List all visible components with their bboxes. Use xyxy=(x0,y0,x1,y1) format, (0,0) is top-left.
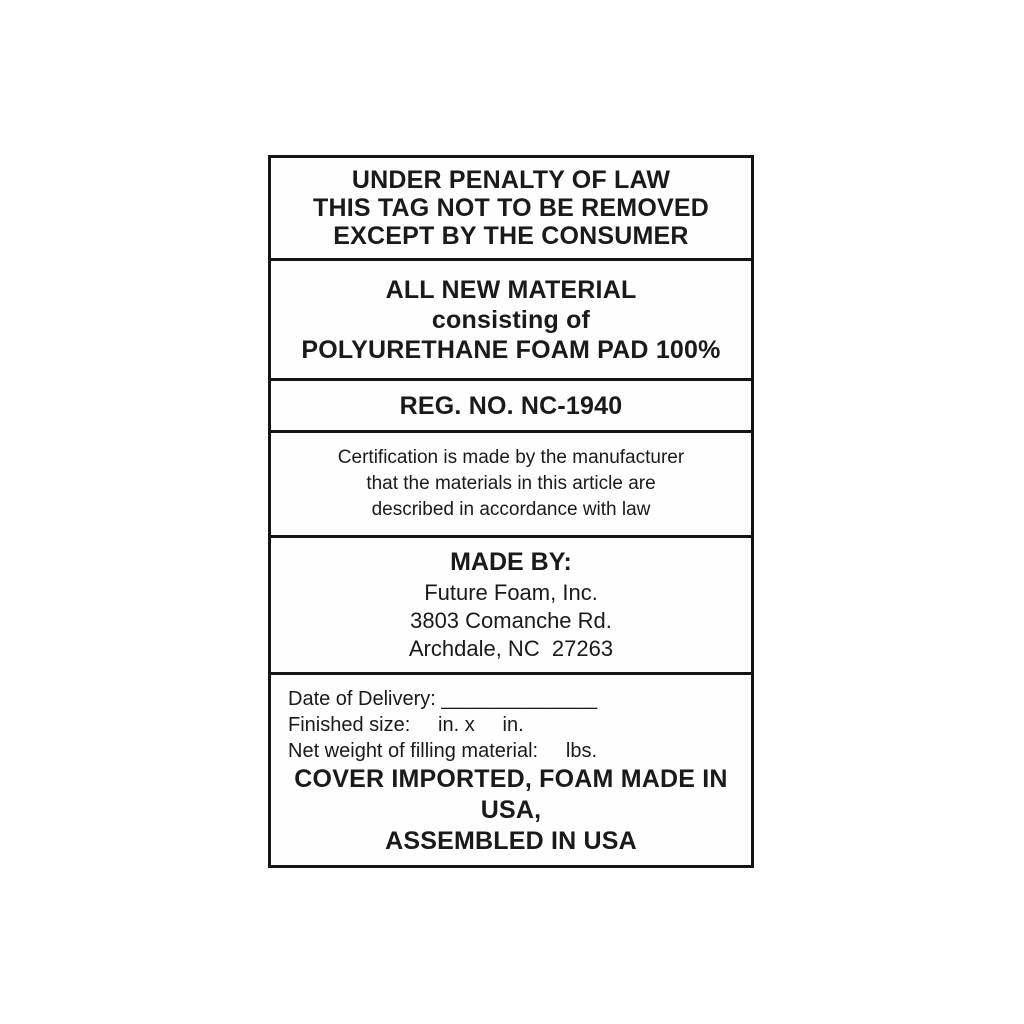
penalty-line-2: THIS TAG NOT TO BE REMOVED xyxy=(313,194,709,222)
penalty-line-1: UNDER PENALTY OF LAW xyxy=(351,166,671,194)
registration-number: REG. NO. NC-1940 xyxy=(399,391,623,420)
origin-line-2: ASSEMBLED IN USA xyxy=(385,827,637,855)
net-weight-line: Net weight of filling material: lbs. xyxy=(288,740,598,762)
made-by-heading: MADE BY: xyxy=(450,548,572,576)
manufacturer-city-state-zip: Archdale, NC 27263 xyxy=(408,636,614,661)
delivery-fillin-group xyxy=(271,686,751,764)
date-of-delivery-label: Date of Delivery: xyxy=(288,688,442,710)
material-line-1: ALL NEW MATERIAL xyxy=(385,275,637,304)
manufacturer-street: 3803 Comanche Rd. xyxy=(410,608,612,633)
origin-line-1: COVER IMPORTED, FOAM MADE IN USA, xyxy=(294,765,735,824)
certification-section xyxy=(271,433,751,538)
material-line-3: POLYURETHANE FOAM PAD 100% xyxy=(301,335,721,364)
date-of-delivery-blank: ______________ xyxy=(441,688,598,710)
penalty-line-3: EXCEPT BY THE CONSUMER xyxy=(333,222,689,250)
penalty-notice-section xyxy=(271,158,751,261)
date-of-delivery-line xyxy=(288,686,741,712)
delivery-and-origin-section xyxy=(271,675,751,865)
material-content-section xyxy=(271,261,751,381)
origin-statement-group xyxy=(271,764,751,857)
manufacturer-name: Future Foam, Inc. xyxy=(424,580,598,605)
finished-size-line: Finished size: in. x in. xyxy=(288,714,524,736)
manufacturer-section xyxy=(271,538,751,675)
registration-number-section xyxy=(271,381,751,433)
material-line-2: consisting of xyxy=(431,305,591,334)
certification-line-3: described in accordance with law xyxy=(371,499,651,520)
certification-line-2: that the materials in this article are xyxy=(366,473,656,494)
law-tag-label xyxy=(268,155,754,868)
certification-line-1: Certification is made by the manufacturer xyxy=(337,447,685,468)
